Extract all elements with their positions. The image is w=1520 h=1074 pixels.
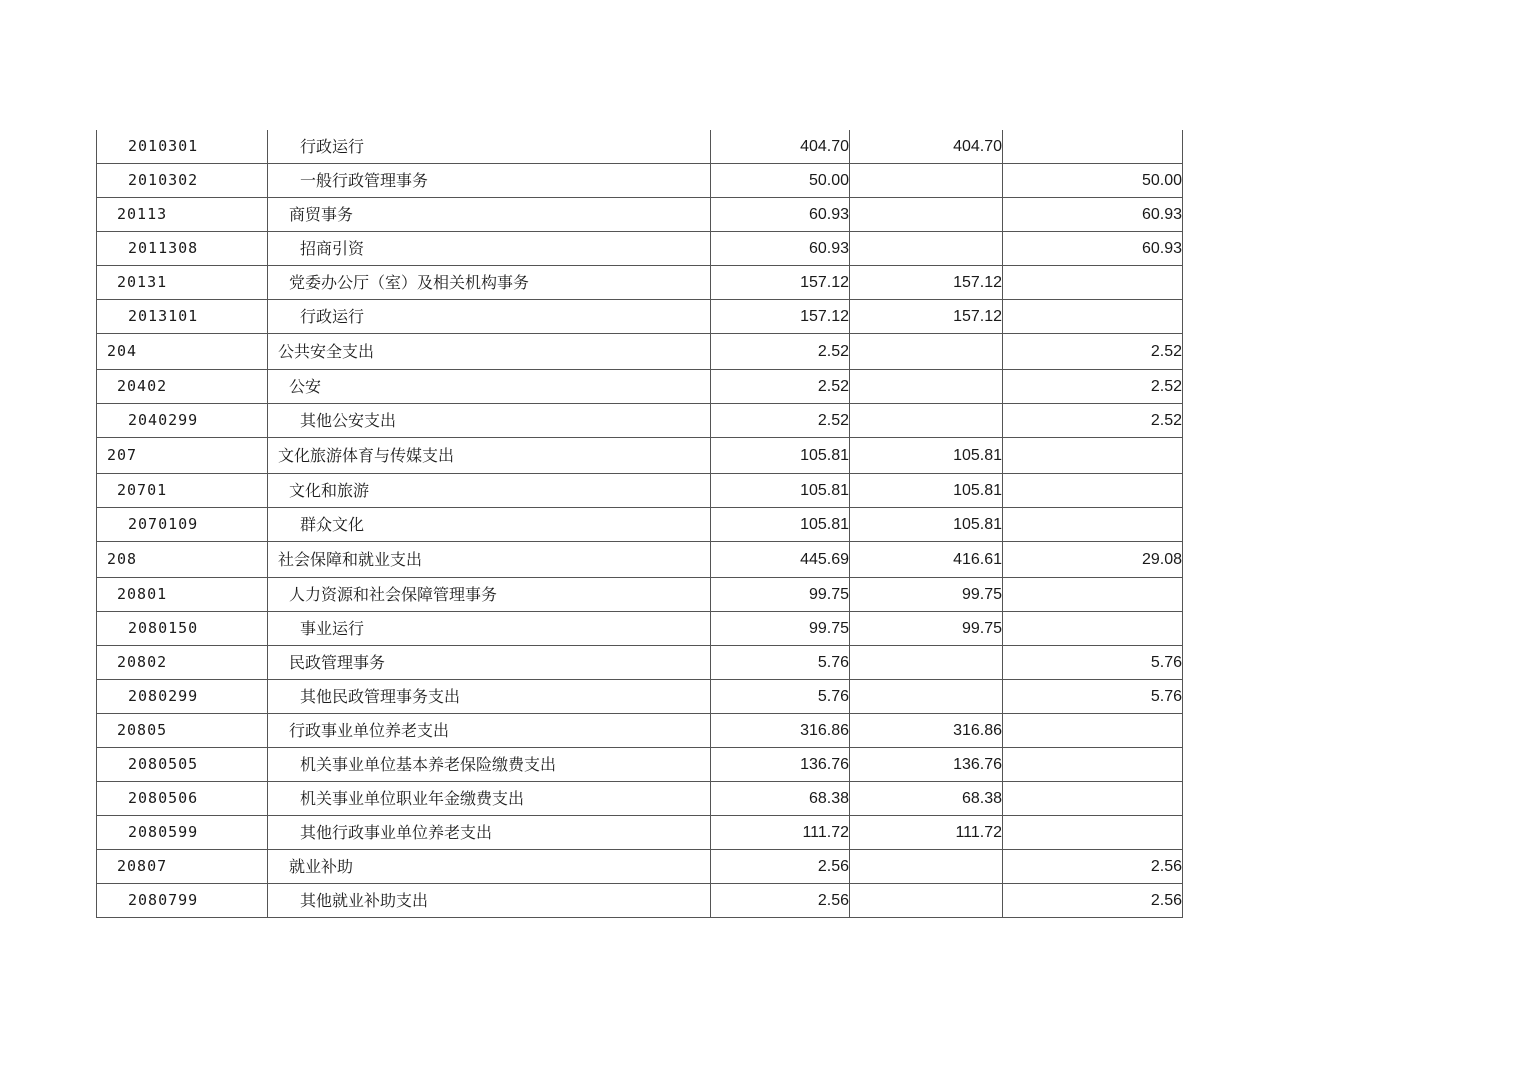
table-row xyxy=(97,646,1183,680)
subject-name-cell: 机关事业单位职业年金缴费支出 xyxy=(268,782,711,816)
basic-expenditure-cell: 105.81 xyxy=(850,508,1003,542)
project-expenditure-cell xyxy=(1003,782,1183,816)
total-amount-cell: 2.56 xyxy=(711,850,850,884)
subject-code-cell: 2080505 xyxy=(97,748,268,782)
subject-name-cell: 社会保障和就业支出 xyxy=(268,542,711,578)
basic-expenditure-cell xyxy=(850,404,1003,438)
table-row xyxy=(97,816,1183,850)
total-amount-cell: 105.81 xyxy=(711,508,850,542)
total-amount-cell: 316.86 xyxy=(711,714,850,748)
total-amount-cell: 157.12 xyxy=(711,300,850,334)
table-row xyxy=(97,714,1183,748)
total-amount-cell: 105.81 xyxy=(711,474,850,508)
table-row xyxy=(97,850,1183,884)
table-row xyxy=(97,164,1183,198)
subject-name-cell: 群众文化 xyxy=(268,508,711,542)
total-amount-cell: 99.75 xyxy=(711,578,850,612)
total-amount-cell: 111.72 xyxy=(711,816,850,850)
table-row xyxy=(97,884,1183,918)
table-body xyxy=(97,130,1183,918)
subject-name-cell: 事业运行 xyxy=(268,612,711,646)
subject-name-cell: 行政运行 xyxy=(268,300,711,334)
project-expenditure-cell xyxy=(1003,474,1183,508)
table-row xyxy=(97,680,1183,714)
subject-code-cell: 20805 xyxy=(97,714,268,748)
basic-expenditure-cell: 416.61 xyxy=(850,542,1003,578)
basic-expenditure-cell xyxy=(850,370,1003,404)
total-amount-cell: 99.75 xyxy=(711,612,850,646)
total-amount-cell: 60.93 xyxy=(711,232,850,266)
total-amount-cell: 2.52 xyxy=(711,404,850,438)
subject-name-cell: 行政事业单位养老支出 xyxy=(268,714,711,748)
project-expenditure-cell xyxy=(1003,300,1183,334)
total-amount-cell: 136.76 xyxy=(711,748,850,782)
table-row xyxy=(97,748,1183,782)
table-row xyxy=(97,300,1183,334)
subject-name-cell: 文化旅游体育与传媒支出 xyxy=(268,438,711,474)
subject-code-cell: 2070109 xyxy=(97,508,268,542)
subject-code-cell: 207 xyxy=(97,438,268,474)
project-expenditure-cell: 2.56 xyxy=(1003,884,1183,918)
subject-name-cell: 招商引资 xyxy=(268,232,711,266)
project-expenditure-cell xyxy=(1003,816,1183,850)
subject-name-cell: 文化和旅游 xyxy=(268,474,711,508)
table-row xyxy=(97,508,1183,542)
table-row xyxy=(97,474,1183,508)
subject-code-cell: 2080299 xyxy=(97,680,268,714)
subject-name-cell: 其他公安支出 xyxy=(268,404,711,438)
subject-name-cell: 其他民政管理事务支出 xyxy=(268,680,711,714)
table-row xyxy=(97,334,1183,370)
table-row xyxy=(97,612,1183,646)
project-expenditure-cell xyxy=(1003,578,1183,612)
project-expenditure-cell xyxy=(1003,748,1183,782)
budget-expenditure-table xyxy=(96,130,1183,918)
table-row xyxy=(97,232,1183,266)
table-row xyxy=(97,370,1183,404)
basic-expenditure-cell xyxy=(850,680,1003,714)
total-amount-cell: 50.00 xyxy=(711,164,850,198)
basic-expenditure-cell: 157.12 xyxy=(850,266,1003,300)
subject-code-cell: 2080599 xyxy=(97,816,268,850)
basic-expenditure-cell: 105.81 xyxy=(850,438,1003,474)
project-expenditure-cell: 2.52 xyxy=(1003,370,1183,404)
subject-code-cell: 2011308 xyxy=(97,232,268,266)
project-expenditure-cell: 2.52 xyxy=(1003,404,1183,438)
subject-name-cell: 民政管理事务 xyxy=(268,646,711,680)
subject-name-cell: 机关事业单位基本养老保险缴费支出 xyxy=(268,748,711,782)
project-expenditure-cell: 29.08 xyxy=(1003,542,1183,578)
project-expenditure-cell: 60.93 xyxy=(1003,232,1183,266)
table-row xyxy=(97,130,1183,164)
basic-expenditure-cell: 316.86 xyxy=(850,714,1003,748)
basic-expenditure-cell xyxy=(850,164,1003,198)
subject-code-cell: 20131 xyxy=(97,266,268,300)
project-expenditure-cell xyxy=(1003,130,1183,164)
total-amount-cell: 445.69 xyxy=(711,542,850,578)
subject-code-cell: 20701 xyxy=(97,474,268,508)
total-amount-cell: 2.52 xyxy=(711,370,850,404)
project-expenditure-cell xyxy=(1003,438,1183,474)
table-row xyxy=(97,198,1183,232)
subject-code-cell: 2040299 xyxy=(97,404,268,438)
total-amount-cell: 68.38 xyxy=(711,782,850,816)
subject-name-cell: 公安 xyxy=(268,370,711,404)
basic-expenditure-cell: 105.81 xyxy=(850,474,1003,508)
subject-name-cell: 公共安全支出 xyxy=(268,334,711,370)
basic-expenditure-cell xyxy=(850,850,1003,884)
project-expenditure-cell: 2.56 xyxy=(1003,850,1183,884)
subject-code-cell: 208 xyxy=(97,542,268,578)
basic-expenditure-cell xyxy=(850,334,1003,370)
basic-expenditure-cell: 136.76 xyxy=(850,748,1003,782)
basic-expenditure-cell xyxy=(850,646,1003,680)
subject-code-cell: 2010301 xyxy=(97,130,268,164)
total-amount-cell: 105.81 xyxy=(711,438,850,474)
table-row xyxy=(97,578,1183,612)
total-amount-cell: 157.12 xyxy=(711,266,850,300)
total-amount-cell: 5.76 xyxy=(711,646,850,680)
subject-code-cell: 20801 xyxy=(97,578,268,612)
basic-expenditure-cell: 99.75 xyxy=(850,612,1003,646)
total-amount-cell: 2.52 xyxy=(711,334,850,370)
total-amount-cell: 404.70 xyxy=(711,130,850,164)
basic-expenditure-cell: 99.75 xyxy=(850,578,1003,612)
table-row xyxy=(97,438,1183,474)
subject-name-cell: 商贸事务 xyxy=(268,198,711,232)
basic-expenditure-cell: 404.70 xyxy=(850,130,1003,164)
basic-expenditure-cell: 157.12 xyxy=(850,300,1003,334)
table-row xyxy=(97,542,1183,578)
subject-code-cell: 2080506 xyxy=(97,782,268,816)
project-expenditure-cell xyxy=(1003,612,1183,646)
project-expenditure-cell: 5.76 xyxy=(1003,646,1183,680)
subject-code-cell: 20113 xyxy=(97,198,268,232)
total-amount-cell: 5.76 xyxy=(711,680,850,714)
subject-code-cell: 2010302 xyxy=(97,164,268,198)
subject-code-cell: 204 xyxy=(97,334,268,370)
project-expenditure-cell: 5.76 xyxy=(1003,680,1183,714)
basic-expenditure-cell xyxy=(850,884,1003,918)
subject-code-cell: 20807 xyxy=(97,850,268,884)
basic-expenditure-cell xyxy=(850,232,1003,266)
subject-code-cell: 20802 xyxy=(97,646,268,680)
basic-expenditure-cell xyxy=(850,198,1003,232)
subject-code-cell: 2080150 xyxy=(97,612,268,646)
table-row xyxy=(97,266,1183,300)
project-expenditure-cell: 60.93 xyxy=(1003,198,1183,232)
subject-name-cell: 一般行政管理事务 xyxy=(268,164,711,198)
subject-name-cell: 人力资源和社会保障管理事务 xyxy=(268,578,711,612)
project-expenditure-cell xyxy=(1003,714,1183,748)
table-row xyxy=(97,782,1183,816)
subject-name-cell: 党委办公厅（室）及相关机构事务 xyxy=(268,266,711,300)
table-row xyxy=(97,404,1183,438)
basic-expenditure-cell: 68.38 xyxy=(850,782,1003,816)
project-expenditure-cell xyxy=(1003,266,1183,300)
project-expenditure-cell xyxy=(1003,508,1183,542)
subject-code-cell: 2080799 xyxy=(97,884,268,918)
project-expenditure-cell: 2.52 xyxy=(1003,334,1183,370)
subject-name-cell: 行政运行 xyxy=(268,130,711,164)
project-expenditure-cell: 50.00 xyxy=(1003,164,1183,198)
basic-expenditure-cell: 111.72 xyxy=(850,816,1003,850)
subject-name-cell: 就业补助 xyxy=(268,850,711,884)
subject-code-cell: 20402 xyxy=(97,370,268,404)
subject-name-cell: 其他就业补助支出 xyxy=(268,884,711,918)
total-amount-cell: 2.56 xyxy=(711,884,850,918)
total-amount-cell: 60.93 xyxy=(711,198,850,232)
subject-name-cell: 其他行政事业单位养老支出 xyxy=(268,816,711,850)
subject-code-cell: 2013101 xyxy=(97,300,268,334)
